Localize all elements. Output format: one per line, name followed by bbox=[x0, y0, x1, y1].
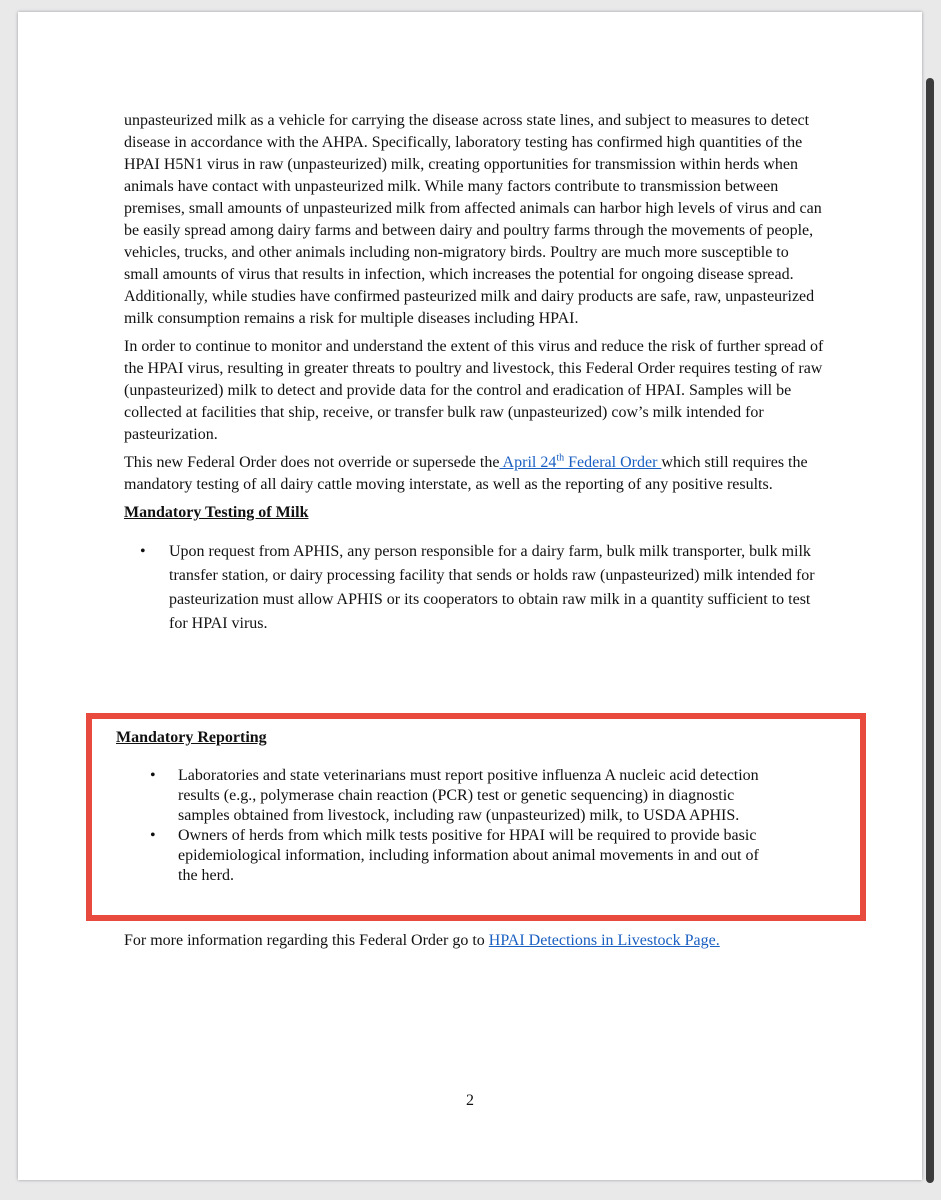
reporting-bullet-item: • Owners of herds from which milk tests positive for HPAI will be required to provide basic epidemiological information, including information about animal movements in and out of the herd. bbox=[133, 826, 773, 886]
override-text-before: This new Federal Order does not override or supersede the bbox=[124, 454, 500, 471]
more-information-text: For more information regarding this Federal Order go to bbox=[124, 932, 489, 949]
link-text-order: Federal Order bbox=[564, 454, 662, 471]
scrollbar[interactable] bbox=[926, 78, 934, 1183]
reporting-bullet-list bbox=[133, 766, 773, 886]
link-text-date: April 24 bbox=[499, 454, 557, 471]
override-text-after: which still requires the mandatory testing of all dairy cattle moving interstate, as well as the reporting of any positive results. bbox=[124, 454, 808, 493]
paragraph-transmission: unpasteurized milk as a vehicle for carrying the disease across state lines, and subject to measures to detect disease in accordance with the AHPA. Specifically, laboratory testing has confirmed high quantities of the HPAI H5N1 virus in raw (unpasteurized) milk, creating opportunities for transmission within herds when animals have contact with unpasteurized milk. While many factors contribute to transmission between premises, small amounts of unpasteurized milk from affected animals can harbor high levels of virus and can be easily spread among dairy farms and between dairy and poultry farms through the movements of people, vehicles, trucks, and other animals including non-migratory birds. Poultry are much more susceptible to small amounts of virus that results in infection, which increases the potential for ongoing disease spread. Additionally, while studies have confirmed pasteurized milk and dairy products are safe, raw, unpasteurized milk consumption remains a risk for multiple diseases including HPAI. bbox=[124, 112, 822, 327]
hpai-detections-link[interactable]: HPAI Detections in Livestock Page. bbox=[488, 932, 720, 949]
paragraph-testing-purpose: In order to continue to monitor and understand the extent of this virus and reduce the risk of further spread of the HPAI virus, resulting in greater threats to poultry and livestock, this Federal Order requires testing of raw (unpasteurized) milk to detect and provide data for the control and eradication of HPAI. Samples will be collected at facilities that ship, receive, or transfer bulk raw (unpasteurized) cow’s milk intended for pasteurization. bbox=[124, 338, 824, 443]
testing-bullet-list bbox=[124, 540, 824, 636]
april-24-federal-order-link[interactable] bbox=[499, 454, 661, 471]
mandatory-reporting-heading: Mandatory Reporting bbox=[116, 729, 267, 746]
page-number: 2 bbox=[466, 1092, 474, 1109]
testing-bullet-item: • Upon request from APHIS, any person responsible for a dairy farm, bulk milk transporter, bulk milk transfer station, or dairy processing facility that sends or holds raw (unpasteurized) milk intended for pasteurization must allow APHIS or its cooperators to obtain raw milk in a quantity sufficient to test for HPAI virus. bbox=[124, 540, 824, 636]
link-superscript: th bbox=[556, 452, 565, 464]
document-page bbox=[18, 12, 922, 1180]
reporting-bullet-item: • Laboratories and state veterinarians must report positive influenza A nucleic acid detection results (e.g., polymerase chain reaction (PCR) test or genetic sequencing) in diagnostic samples obtained from livestock, including raw (unpasteurized) milk, to USDA APHIS. bbox=[133, 766, 773, 826]
paragraph-override bbox=[124, 452, 824, 496]
more-information-line bbox=[124, 930, 844, 952]
mandatory-testing-heading: Mandatory Testing of Milk bbox=[124, 504, 309, 521]
document-body bbox=[124, 110, 824, 636]
